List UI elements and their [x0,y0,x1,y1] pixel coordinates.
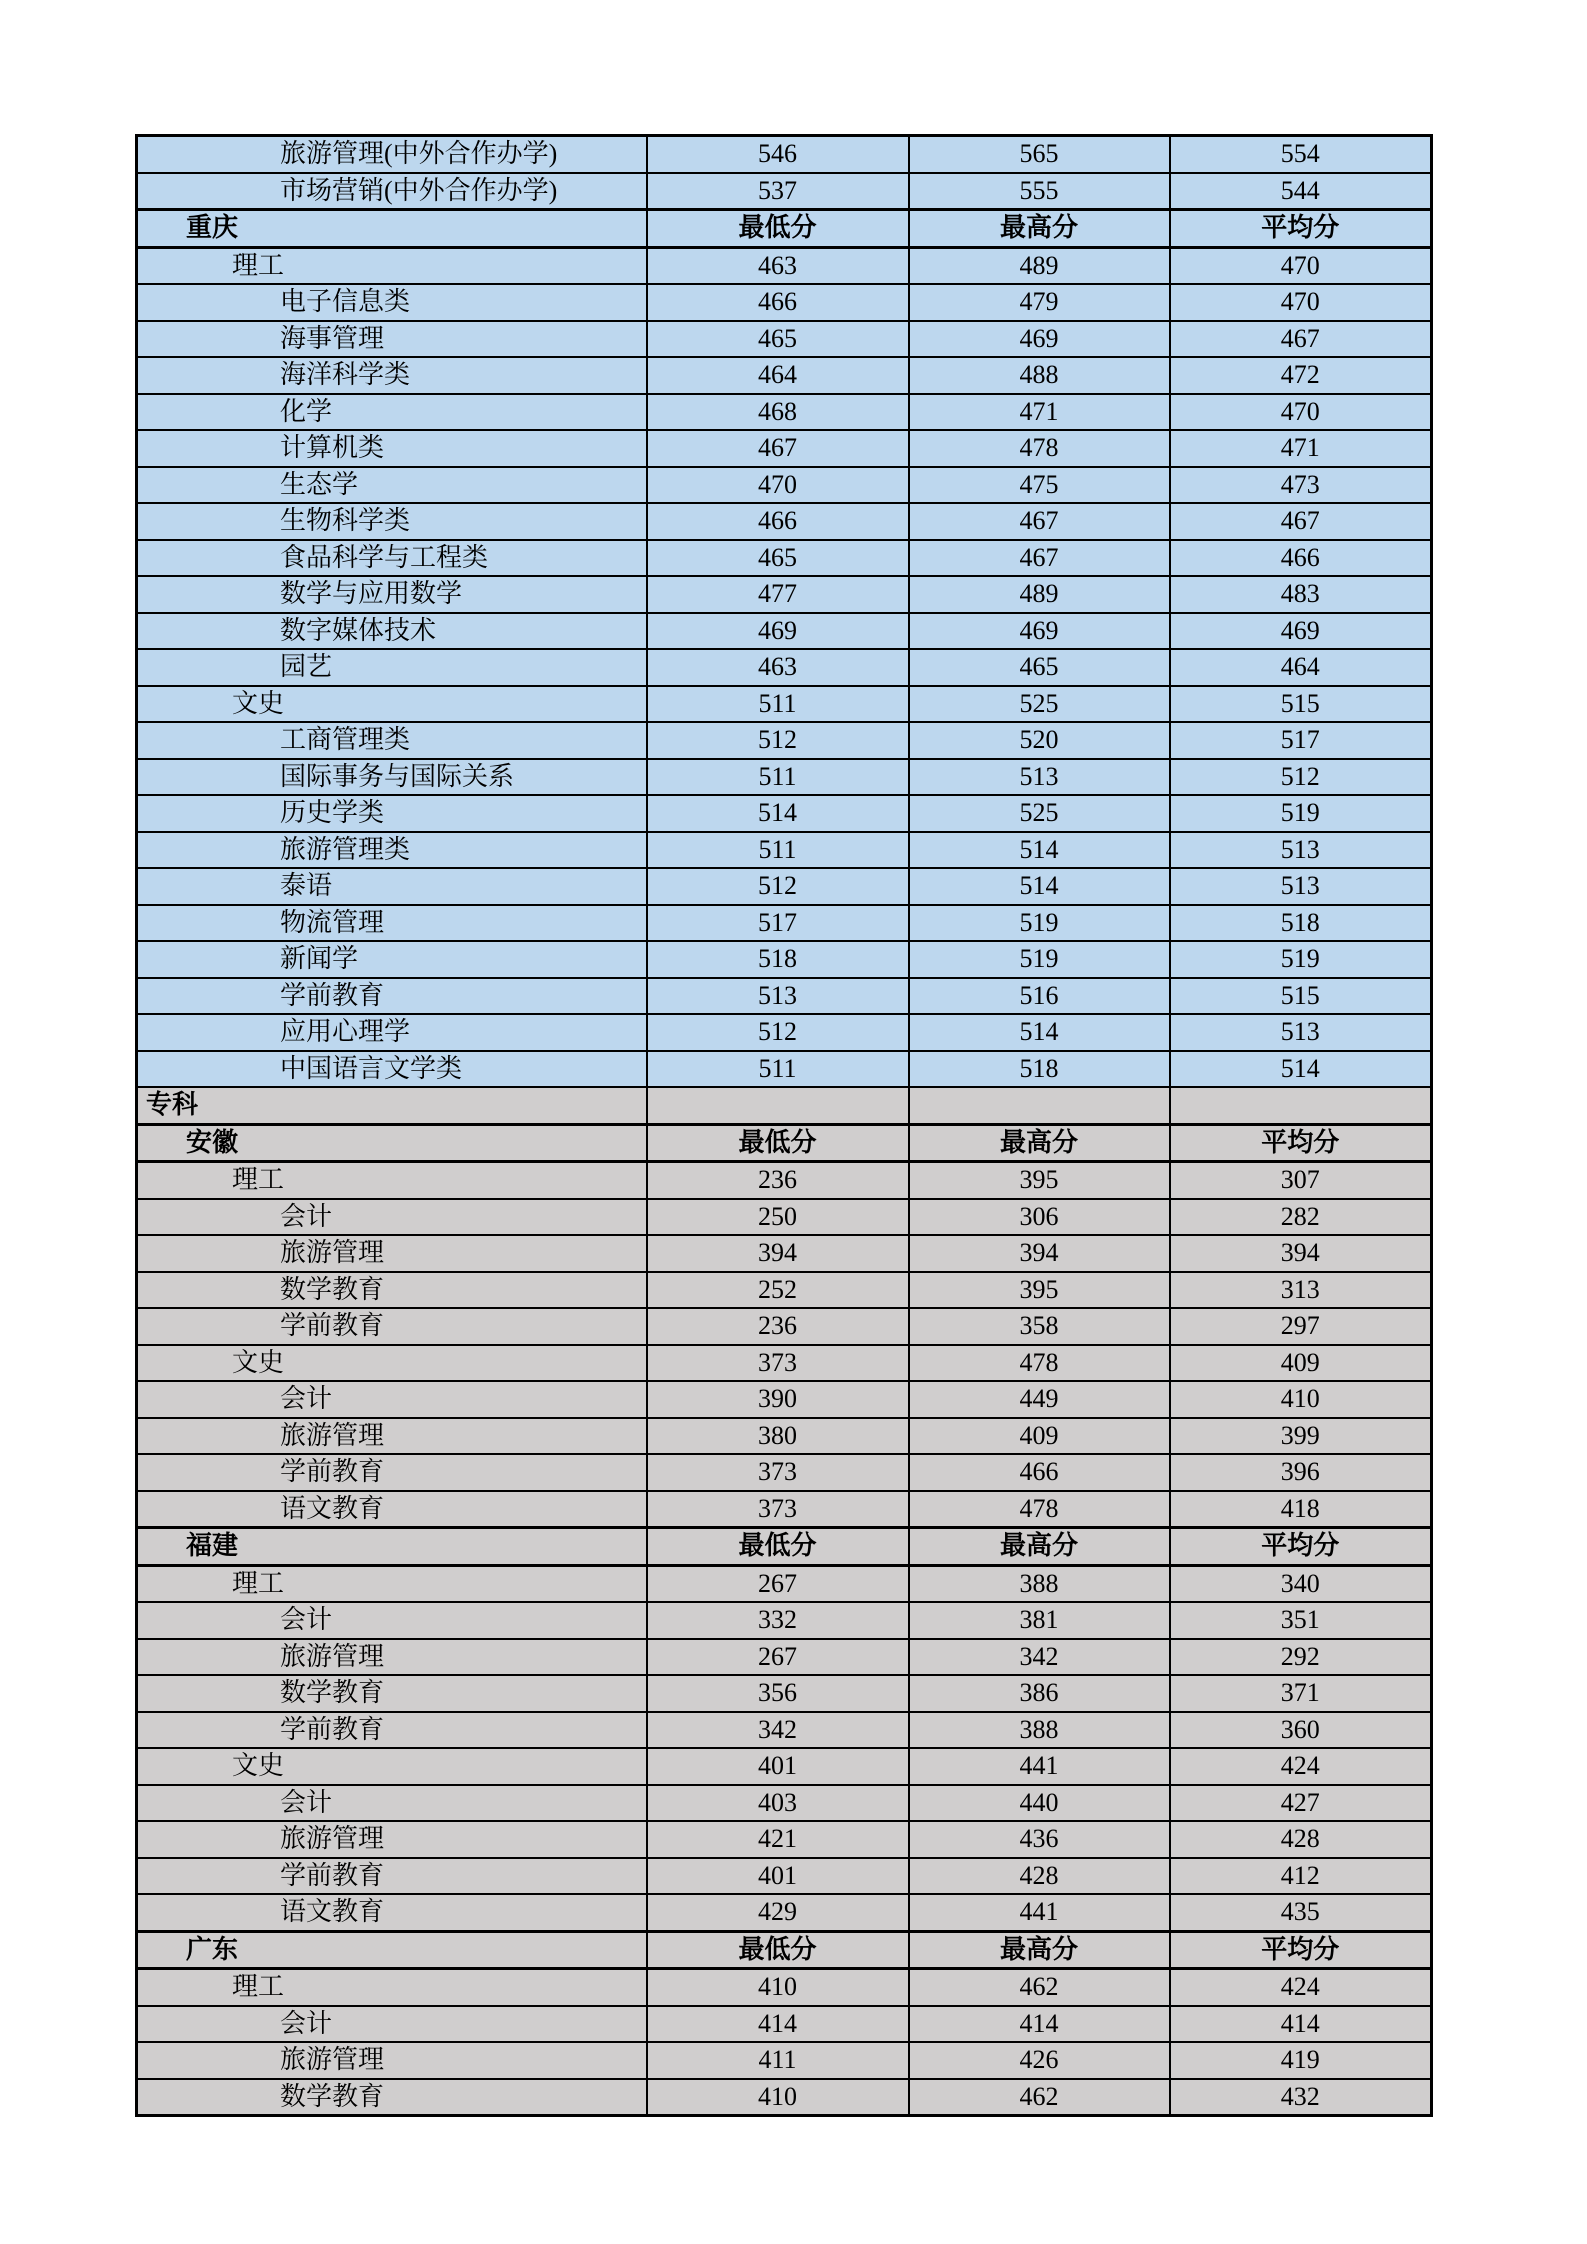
cell-min-score: 411 [647,2042,909,2079]
table-row [137,1969,1432,2006]
table-row [137,210,1432,248]
cell-category: 生物科学类 [137,503,647,540]
table-row [137,284,1432,321]
table-row [137,1528,1432,1566]
table-row [137,1821,1432,1858]
cell-min-score: 466 [647,284,909,321]
cell-max-score: 最高分 [909,210,1170,248]
table-row [137,1675,1432,1712]
cell-avg-score: 473 [1170,467,1432,504]
cell-min-score: 511 [647,1051,909,1088]
cell-avg-score: 470 [1170,284,1432,321]
cell-avg-score: 424 [1170,1748,1432,1785]
cell-avg-score: 307 [1170,1162,1432,1199]
cell-max-score: 514 [909,868,1170,905]
cell-min-score: 511 [647,759,909,796]
cell-category: 市场营销(中外合作办学) [137,173,647,210]
cell-min-score: 512 [647,868,909,905]
cell-avg-score: 517 [1170,722,1432,759]
table-row [137,1014,1432,1051]
cell-avg-score: 513 [1170,832,1432,869]
cell-avg-score: 平均分 [1170,1931,1432,1969]
table-row [137,576,1432,613]
cell-category: 旅游管理 [137,1821,647,1858]
cell-category: 理工 [137,1162,647,1199]
table-row [137,1381,1432,1418]
cell-category: 生态学 [137,467,647,504]
cell-max-score: 394 [909,1235,1170,1272]
cell-category: 数学教育 [137,1675,647,1712]
cell-category: 旅游管理(中外合作办学) [137,136,647,173]
table-row [137,357,1432,394]
cell-max-score: 395 [909,1272,1170,1309]
cell-avg-score: 515 [1170,978,1432,1015]
cell-max-score: 最高分 [909,1528,1170,1566]
cell-min-score: 267 [647,1639,909,1676]
cell-max-score: 514 [909,1014,1170,1051]
cell-avg-score: 371 [1170,1675,1432,1712]
cell-avg-score: 419 [1170,2042,1432,2079]
cell-avg-score: 470 [1170,247,1432,284]
cell-max-score: 388 [909,1712,1170,1749]
cell-max-score: 466 [909,1454,1170,1491]
cell-max-score: 525 [909,795,1170,832]
cell-min-score: 410 [647,2079,909,2116]
cell-min-score: 467 [647,430,909,467]
cell-max-score: 565 [909,136,1170,173]
cell-max-score: 最高分 [909,1931,1170,1969]
table-row [137,905,1432,942]
cell-min-score: 464 [647,357,909,394]
cell-min-score: 403 [647,1785,909,1822]
cell-category: 语文教育 [137,1894,647,1931]
cell-min-score: 373 [647,1491,909,1528]
cell-max-score: 342 [909,1639,1170,1676]
cell-max-score: 516 [909,978,1170,1015]
cell-category: 海洋科学类 [137,357,647,394]
cell-max-score: 469 [909,321,1170,358]
cell-avg-score: 519 [1170,795,1432,832]
admission-score-table [135,134,1433,2117]
cell-avg-score: 513 [1170,1014,1432,1051]
cell-category: 学前教育 [137,1858,647,1895]
cell-max-score: 449 [909,1381,1170,1418]
cell-category: 历史学类 [137,795,647,832]
cell-avg-score: 297 [1170,1308,1432,1345]
table-row [137,1602,1432,1639]
table-row [137,1565,1432,1602]
table-row [137,394,1432,431]
cell-avg-score: 544 [1170,173,1432,210]
cell-avg-score: 292 [1170,1639,1432,1676]
table-row [137,2042,1432,2079]
cell-max-score: 469 [909,613,1170,650]
table-row [137,1051,1432,1088]
table-row [137,832,1432,869]
cell-min-score: 477 [647,576,909,613]
cell-category: 旅游管理 [137,2042,647,2079]
cell-category: 电子信息类 [137,284,647,321]
table-row [137,613,1432,650]
cell-max-score [909,1087,1170,1124]
cell-category: 学前教育 [137,1454,647,1491]
cell-avg-score: 472 [1170,357,1432,394]
table-row [137,1894,1432,1931]
cell-avg-score: 412 [1170,1858,1432,1895]
cell-min-score: 356 [647,1675,909,1712]
cell-max-score: 525 [909,686,1170,723]
cell-max-score: 519 [909,941,1170,978]
cell-max-score: 386 [909,1675,1170,1712]
cell-min-score: 410 [647,1969,909,2006]
table-row [137,1418,1432,1455]
cell-max-score: 478 [909,1345,1170,1382]
cell-category: 文史 [137,1345,647,1382]
table-row [137,247,1432,284]
table-row [137,1087,1432,1124]
cell-min-score: 468 [647,394,909,431]
cell-avg-score: 351 [1170,1602,1432,1639]
cell-max-score: 436 [909,1821,1170,1858]
cell-avg-score [1170,1087,1432,1124]
cell-avg-score: 512 [1170,759,1432,796]
cell-min-score: 512 [647,1014,909,1051]
cell-avg-score: 514 [1170,1051,1432,1088]
cell-avg-score: 515 [1170,686,1432,723]
cell-category: 食品科学与工程类 [137,540,647,577]
cell-max-score: 520 [909,722,1170,759]
table-row [137,1162,1432,1199]
cell-category: 数学教育 [137,1272,647,1309]
cell-avg-score: 282 [1170,1199,1432,1236]
cell-min-score: 252 [647,1272,909,1309]
cell-category: 会计 [137,1199,647,1236]
cell-category: 旅游管理 [137,1639,647,1676]
cell-min-score: 465 [647,321,909,358]
table-row [137,868,1432,905]
cell-min-score: 429 [647,1894,909,1931]
table-row [137,430,1432,467]
cell-max-score: 488 [909,357,1170,394]
cell-max-score: 514 [909,832,1170,869]
cell-min-score: 390 [647,1381,909,1418]
cell-max-score: 479 [909,284,1170,321]
cell-min-score: 511 [647,686,909,723]
cell-max-score: 最高分 [909,1124,1170,1162]
cell-min-score: 267 [647,1565,909,1602]
cell-max-score: 518 [909,1051,1170,1088]
cell-max-score: 426 [909,2042,1170,2079]
cell-category: 中国语言文学类 [137,1051,647,1088]
table-row [137,686,1432,723]
cell-min-score: 373 [647,1345,909,1382]
table-row [137,722,1432,759]
table-row [137,1748,1432,1785]
table-row [137,649,1432,686]
cell-min-score: 513 [647,978,909,1015]
cell-category: 理工 [137,247,647,284]
cell-avg-score: 428 [1170,1821,1432,1858]
cell-min-score: 最低分 [647,1528,909,1566]
cell-max-score: 475 [909,467,1170,504]
cell-max-score: 478 [909,430,1170,467]
cell-avg-score: 399 [1170,1418,1432,1455]
table-body [137,136,1432,2116]
table-row [137,321,1432,358]
cell-avg-score: 396 [1170,1454,1432,1491]
cell-max-score: 462 [909,1969,1170,2006]
cell-max-score: 513 [909,759,1170,796]
cell-avg-score: 435 [1170,1894,1432,1931]
table-row [137,1308,1432,1345]
cell-avg-score: 平均分 [1170,210,1432,248]
cell-avg-score: 平均分 [1170,1528,1432,1566]
cell-min-score: 最低分 [647,210,909,248]
cell-category: 数学与应用数学 [137,576,647,613]
table-row [137,1785,1432,1822]
table-row [137,795,1432,832]
cell-min-score: 466 [647,503,909,540]
cell-category: 物流管理 [137,905,647,942]
cell-min-score: 最低分 [647,1124,909,1162]
cell-max-score: 441 [909,1894,1170,1931]
cell-max-score: 440 [909,1785,1170,1822]
cell-min-score: 380 [647,1418,909,1455]
table-row [137,1345,1432,1382]
cell-category: 重庆 [137,210,647,248]
cell-category: 理工 [137,1969,647,2006]
cell-avg-score: 471 [1170,430,1432,467]
cell-avg-score: 424 [1170,1969,1432,2006]
table-row [137,2079,1432,2116]
cell-category: 理工 [137,1565,647,1602]
cell-max-score: 467 [909,503,1170,540]
cell-avg-score: 340 [1170,1565,1432,1602]
cell-avg-score: 平均分 [1170,1124,1432,1162]
cell-max-score: 555 [909,173,1170,210]
cell-avg-score: 414 [1170,2006,1432,2043]
table-row [137,1199,1432,1236]
cell-avg-score: 519 [1170,941,1432,978]
cell-avg-score: 427 [1170,1785,1432,1822]
cell-min-score: 546 [647,136,909,173]
cell-category: 语文教育 [137,1491,647,1528]
cell-avg-score: 469 [1170,613,1432,650]
cell-category: 化学 [137,394,647,431]
cell-avg-score: 470 [1170,394,1432,431]
table-row [137,1235,1432,1272]
cell-max-score: 467 [909,540,1170,577]
cell-min-score [647,1087,909,1124]
cell-min-score: 394 [647,1235,909,1272]
cell-min-score: 421 [647,1821,909,1858]
cell-avg-score: 432 [1170,2079,1432,2116]
cell-category: 专科 [137,1087,647,1124]
cell-min-score: 465 [647,540,909,577]
cell-min-score: 250 [647,1199,909,1236]
cell-max-score: 519 [909,905,1170,942]
cell-category: 新闻学 [137,941,647,978]
cell-min-score: 518 [647,941,909,978]
cell-avg-score: 409 [1170,1345,1432,1382]
cell-max-score: 465 [909,649,1170,686]
table-row [137,1454,1432,1491]
cell-max-score: 306 [909,1199,1170,1236]
cell-max-score: 358 [909,1308,1170,1345]
table-row [137,1491,1432,1528]
table-row [137,759,1432,796]
table-row [137,136,1432,173]
cell-category: 园艺 [137,649,647,686]
cell-min-score: 最低分 [647,1931,909,1969]
table-row [137,1639,1432,1676]
cell-category: 文史 [137,686,647,723]
cell-category: 广东 [137,1931,647,1969]
cell-category: 学前教育 [137,978,647,1015]
cell-avg-score: 313 [1170,1272,1432,1309]
cell-min-score: 517 [647,905,909,942]
cell-min-score: 463 [647,247,909,284]
cell-avg-score: 467 [1170,321,1432,358]
cell-min-score: 236 [647,1162,909,1199]
table-row [137,1272,1432,1309]
cell-avg-score: 518 [1170,905,1432,942]
cell-min-score: 469 [647,613,909,650]
cell-min-score: 470 [647,467,909,504]
table-row [137,1858,1432,1895]
cell-category: 旅游管理 [137,1235,647,1272]
cell-max-score: 489 [909,576,1170,613]
cell-min-score: 414 [647,2006,909,2043]
table-row [137,467,1432,504]
cell-min-score: 511 [647,832,909,869]
cell-category: 泰语 [137,868,647,905]
table-row [137,2006,1432,2043]
table-row [137,941,1432,978]
cell-min-score: 401 [647,1858,909,1895]
cell-min-score: 332 [647,1602,909,1639]
cell-category: 数学教育 [137,2079,647,2116]
cell-category: 旅游管理 [137,1418,647,1455]
table-row [137,1931,1432,1969]
cell-category: 文史 [137,1748,647,1785]
cell-category: 国际事务与国际关系 [137,759,647,796]
cell-avg-score: 554 [1170,136,1432,173]
cell-avg-score: 513 [1170,868,1432,905]
cell-max-score: 471 [909,394,1170,431]
cell-max-score: 409 [909,1418,1170,1455]
cell-min-score: 401 [647,1748,909,1785]
cell-category: 学前教育 [137,1308,647,1345]
cell-avg-score: 410 [1170,1381,1432,1418]
cell-max-score: 414 [909,2006,1170,2043]
cell-min-score: 373 [647,1454,909,1491]
cell-max-score: 441 [909,1748,1170,1785]
cell-avg-score: 394 [1170,1235,1432,1272]
table-row [137,1712,1432,1749]
table-row [137,978,1432,1015]
cell-min-score: 537 [647,173,909,210]
cell-category: 应用心理学 [137,1014,647,1051]
cell-min-score: 236 [647,1308,909,1345]
cell-category: 福建 [137,1528,647,1566]
table-row [137,173,1432,210]
cell-category: 安徽 [137,1124,647,1162]
cell-max-score: 388 [909,1565,1170,1602]
table-row [137,503,1432,540]
cell-category: 学前教育 [137,1712,647,1749]
cell-category: 数字媒体技术 [137,613,647,650]
cell-max-score: 478 [909,1491,1170,1528]
cell-category: 工商管理类 [137,722,647,759]
cell-avg-score: 466 [1170,540,1432,577]
cell-category: 会计 [137,1602,647,1639]
cell-min-score: 514 [647,795,909,832]
cell-avg-score: 467 [1170,503,1432,540]
table-row [137,1124,1432,1162]
cell-max-score: 462 [909,2079,1170,2116]
cell-avg-score: 418 [1170,1491,1432,1528]
cell-max-score: 381 [909,1602,1170,1639]
table-row [137,540,1432,577]
cell-min-score: 463 [647,649,909,686]
cell-category: 会计 [137,2006,647,2043]
cell-max-score: 428 [909,1858,1170,1895]
cell-min-score: 512 [647,722,909,759]
cell-min-score: 342 [647,1712,909,1749]
cell-max-score: 395 [909,1162,1170,1199]
cell-avg-score: 360 [1170,1712,1432,1749]
cell-category: 计算机类 [137,430,647,467]
cell-category: 会计 [137,1785,647,1822]
cell-category: 旅游管理类 [137,832,647,869]
cell-avg-score: 464 [1170,649,1432,686]
cell-avg-score: 483 [1170,576,1432,613]
cell-category: 会计 [137,1381,647,1418]
cell-max-score: 489 [909,247,1170,284]
cell-category: 海事管理 [137,321,647,358]
